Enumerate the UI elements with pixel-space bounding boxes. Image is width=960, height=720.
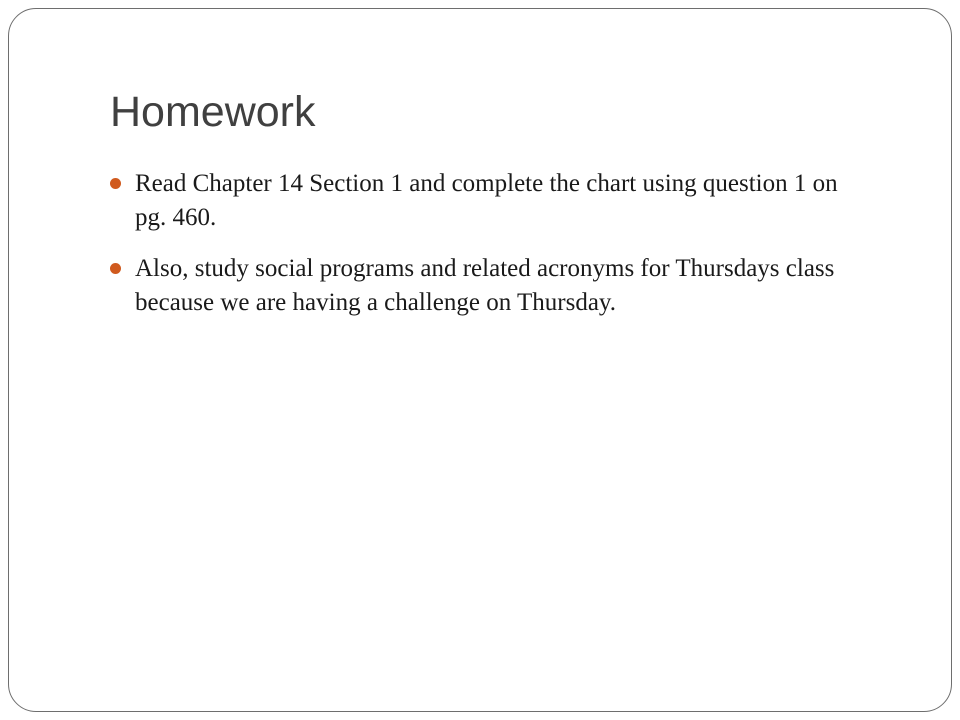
bullet-dot-icon [110, 263, 121, 274]
list-item [109, 252, 849, 320]
slide-frame [8, 8, 952, 712]
bullet-dot-icon [110, 178, 121, 189]
bullet-text: Read Chapter 14 Section 1 and complete the chart using question 1 on pg. 460. [135, 170, 838, 231]
bullet-text: Also, study social programs and related acronyms for Thursdays class because we are having a challenge on Thursday. [135, 255, 835, 316]
list-item [109, 167, 849, 235]
bullet-list [109, 167, 849, 337]
slide-title: Homework [110, 88, 316, 136]
